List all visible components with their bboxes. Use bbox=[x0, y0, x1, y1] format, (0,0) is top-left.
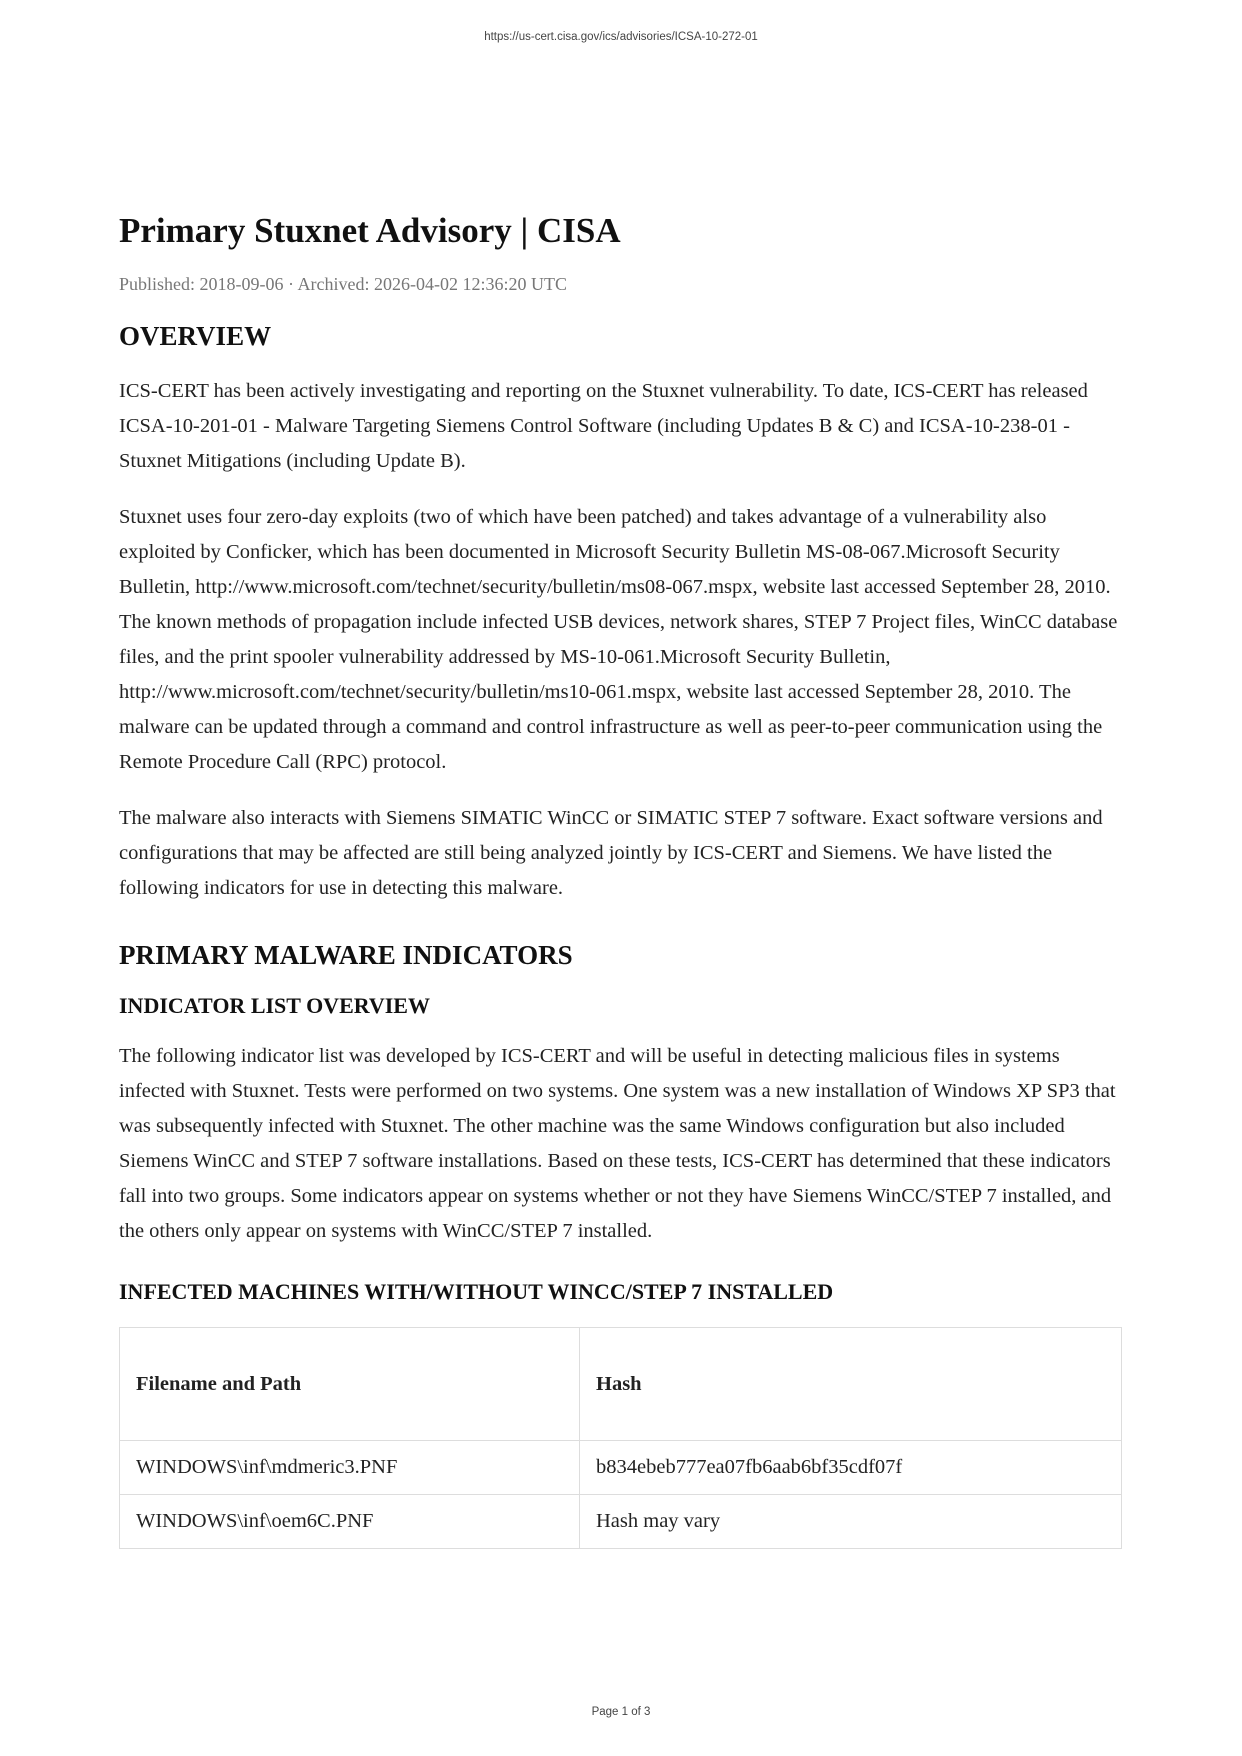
hash-cell: b834ebeb777ea07fb6aab6bf35cdf07f bbox=[580, 1441, 1122, 1495]
page-title: Primary Stuxnet Advisory | CISA bbox=[119, 211, 621, 250]
overview-heading: OVERVIEW bbox=[119, 321, 272, 351]
column-header-hash: Hash bbox=[580, 1328, 1122, 1441]
infected-machines-heading: INFECTED MACHINES WITH/WITHOUT WINCC/STEP 7 INSTALLED bbox=[119, 1279, 834, 1304]
publish-meta: Published: 2018-09-06 · Archived: 2026-04-02 12:36:20 UTC bbox=[119, 274, 567, 294]
indicator-paragraph: The following indicator list was developed by ICS-CERT and will be useful in detecting malicious files in systems infected with Stuxnet. Tests were performed on two systems. One system was a new installation of Windows XP SP3 that was subsequently infected with Stuxnet. The other machine was the same Windows configuration but also included Siemens WinCC and STEP 7 software installations. Based on these tests, ICS-CERT has determined that these indicators fall into two groups. Some indicators appear on systems whether or not they have Siemens WinCC/STEP 7 installed, and the others only appear on systems with WinCC/STEP 7 installed. bbox=[119, 1045, 1116, 1242]
indicator-table bbox=[119, 1327, 1122, 1549]
overview-paragraph: The malware also interacts with Siemens SIMATIC WinCC or SIMATIC STEP 7 software. Exact software versions and configurations that may be affected are still being analyzed jointly by ICS-CERT and Siemens. We have listed the following indicators for use in detecting this malware. bbox=[119, 807, 1103, 899]
hash-cell: Hash may vary bbox=[580, 1495, 1122, 1549]
filename-cell: WINDOWS\inf\oem6C.PNF bbox=[120, 1495, 580, 1549]
table-header-row bbox=[120, 1328, 1122, 1441]
page-url-header: https://us-cert.cisa.gov/ics/advisories/ICSA-10-272-01 bbox=[484, 31, 758, 43]
page-number: Page 1 of 3 bbox=[591, 1706, 651, 1718]
column-header-filename: Filename and Path bbox=[120, 1328, 580, 1441]
primary-indicators-heading: PRIMARY MALWARE INDICATORS bbox=[119, 940, 573, 970]
document-body bbox=[119, 210, 1122, 1549]
filename-cell: WINDOWS\inf\mdmeric3.PNF bbox=[120, 1441, 580, 1495]
indicator-list-heading: INDICATOR LIST OVERVIEW bbox=[119, 993, 430, 1018]
overview-paragraph: ICS-CERT has been actively investigating and reporting on the Stuxnet vulnerability. To date, ICS-CERT has released ICSA-10-201-01 - Malware Targeting Siemens Control Software (including Updates B & C) and ICSA-10-238-01 - Stuxnet Mitigations (including Update B). bbox=[119, 380, 1088, 472]
overview-paragraph: Stuxnet uses four zero-day exploits (two of which have been patched) and takes advantage of a vulnerability also exploited by Conficker, which has been documented in Microsoft Security Bulletin MS-08-067.Microsoft Security Bulletin, http://www.microsoft.com/technet/security/bulletin/ms08-067.mspx, website last accessed September 28, 2010. The known methods of propagation include infected USB devices, network shares, STEP 7 Project files, WinCC database files, and the print spooler vulnerability addressed by MS-10-061.Microsoft Security Bulletin, http://www.microsoft.com/technet/security/bulletin/ms10-061.mspx, website last accessed September 28, 2010. The malware can be updated through a command and control infrastructure as well as peer-to-peer communication using the Remote Procedure Call (RPC) protocol. bbox=[119, 506, 1118, 773]
table-row bbox=[120, 1441, 1122, 1495]
table-row bbox=[120, 1495, 1122, 1549]
